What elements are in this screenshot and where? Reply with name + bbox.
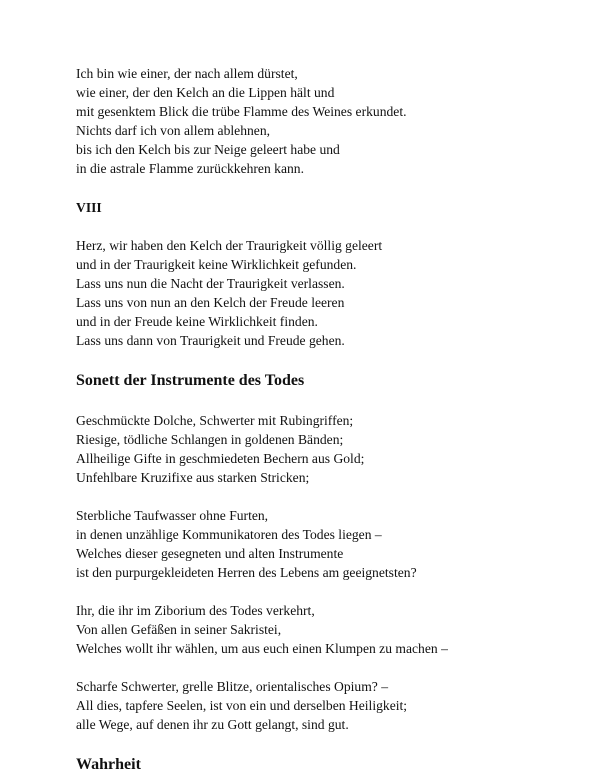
poem-line: in die astrale Flamme zurückkehren kann. (76, 161, 304, 176)
poem-line: Lass uns von nun an den Kelch der Freude leeren (76, 295, 345, 310)
poem-line: Geschmückte Dolche, Schwerter mit Rubingriffen; (76, 413, 354, 428)
poem-line: Scharfe Schwerter, grelle Blitze, orientalisches Opium? – (76, 679, 388, 694)
poem-line: Lass uns dann von Traurigkeit und Freude gehen. (76, 333, 345, 348)
poem-line: wie einer, der den Kelch an die Lippen hält und (76, 85, 335, 100)
poem-line: Unfehlbare Kruzifixe aus starken Stricken; (76, 470, 310, 485)
poem-line: All dies, tapfere Seelen, ist von ein und derselben Heiligkeit; (76, 698, 408, 713)
poem-line: Lass uns nun die Nacht der Traurigkeit verlassen. (76, 276, 345, 291)
poem-stanza-1 (76, 64, 576, 178)
poem-line: Riesige, tödliche Schlangen in goldenen Bänden; (76, 432, 344, 447)
sonnet-stanza-1 (76, 411, 576, 487)
poem-line: Von allen Gefäßen in seiner Sakristei, (76, 622, 282, 637)
sonnet-stanza-4 (76, 677, 576, 734)
poem-line: Ihr, die ihr im Ziborium des Todes verkehrt, (76, 603, 315, 618)
section-heading-wahrheit: Wahrheit (76, 756, 141, 773)
sonnet-stanza-3 (76, 601, 576, 658)
poem-line: Welches dieser gesegneten und alten Instrumente (76, 546, 344, 561)
poem-line: Nichts darf ich von allem ablehnen, (76, 123, 271, 138)
poem-line: Welches wollt ihr wählen, um aus euch einen Klumpen zu machen – (76, 641, 448, 656)
poem-line: und in der Traurigkeit keine Wirklichkeit gefunden. (76, 257, 357, 272)
poem-line: und in der Freude keine Wirklichkeit finden. (76, 314, 318, 329)
poem-line: Allheilige Gifte in geschmiedeten Bechern aus Gold; (76, 451, 365, 466)
poem-stanza-viii (76, 236, 576, 350)
poem-line: alle Wege, auf denen ihr zu Gott gelangt, sind gut. (76, 717, 349, 732)
poem-line: ist den purpurgekleideten Herren des Lebens am geeignetsten? (76, 565, 417, 580)
poem-line: in denen unzählige Kommunikatoren des Todes liegen – (76, 527, 382, 542)
poem-line: bis ich den Kelch bis zur Neige geleert habe und (76, 142, 340, 157)
section-heading-viii: VIII (76, 200, 102, 215)
poem-line: mit gesenktem Blick die trübe Flamme des Weines erkundet. (76, 104, 407, 119)
sonnet-stanza-2 (76, 506, 576, 582)
section-heading-sonnet: Sonett der Instrumente des Todes (76, 372, 305, 389)
poem-line: Herz, wir haben den Kelch der Traurigkeit völlig geleert (76, 238, 383, 253)
document-page (76, 64, 576, 776)
poem-line: Ich bin wie einer, der nach allem dürstet, (76, 66, 298, 81)
poem-line: Sterbliche Taufwasser ohne Furten, (76, 508, 269, 523)
